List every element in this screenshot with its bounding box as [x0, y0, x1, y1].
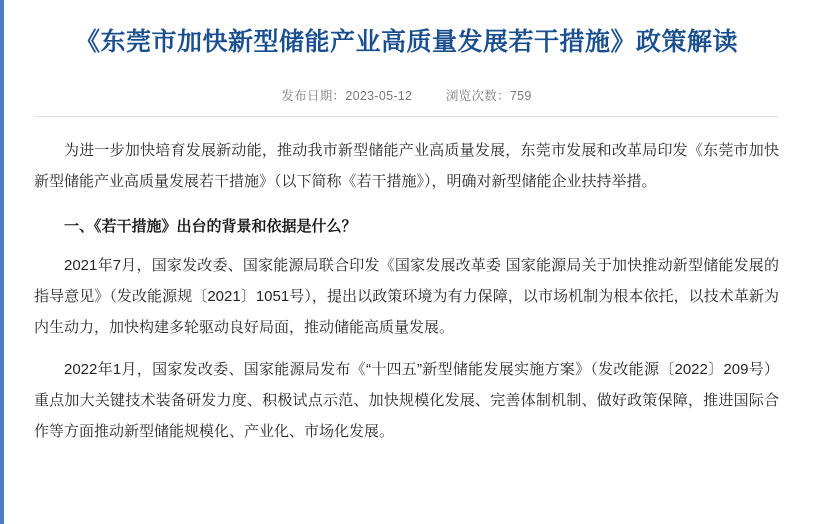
article-body — [34, 135, 779, 447]
page-title: 《东莞市加快新型储能产业高质量发展若干措施》政策解读 — [74, 28, 738, 56]
paragraph: 2022年1月，国家发改委、国家能源局发布《“十四五”新型储能发展实施方案》（发改能源〔2022〕209号）重点加大关键技术装备研发力度、积极试点示范、加快规模化发展、完善体制机制、做好政策保障，推进国际合作等方面推动新型储能规模化、产业化、市场化发展。 — [34, 361, 779, 440]
section-heading: 一、《若干措施》出台的背景和依据是什么？ — [64, 218, 357, 235]
publish-date: 发布日期：2023-05-12 — [281, 89, 413, 103]
header-divider — [34, 116, 779, 117]
left-accent-rule — [0, 0, 4, 524]
paragraph: 为进一步加快培育发展新动能，推动我市新型储能产业高质量发展，东莞市发展和改革局印发《东莞市加快新型储能产业高质量发展若干措施》（以下简称《若干措施》），明确对新型储能企业扶持举措。 — [34, 142, 779, 190]
article-meta — [34, 86, 779, 104]
view-count: 浏览次数：759 — [445, 89, 532, 103]
paragraph: 2021年7月，国家发改委、国家能源局联合印发《国家发展改革委 国家能源局关于加快推动新型储能发展的指导意见》（发改能源规〔2021〕1051号），提出以政策环境为有力保障，以市场机制为根本依托，以技术革新为内生动力，加快构建多轮驱动良好局面，推动储能高质量发展。 — [34, 257, 779, 336]
